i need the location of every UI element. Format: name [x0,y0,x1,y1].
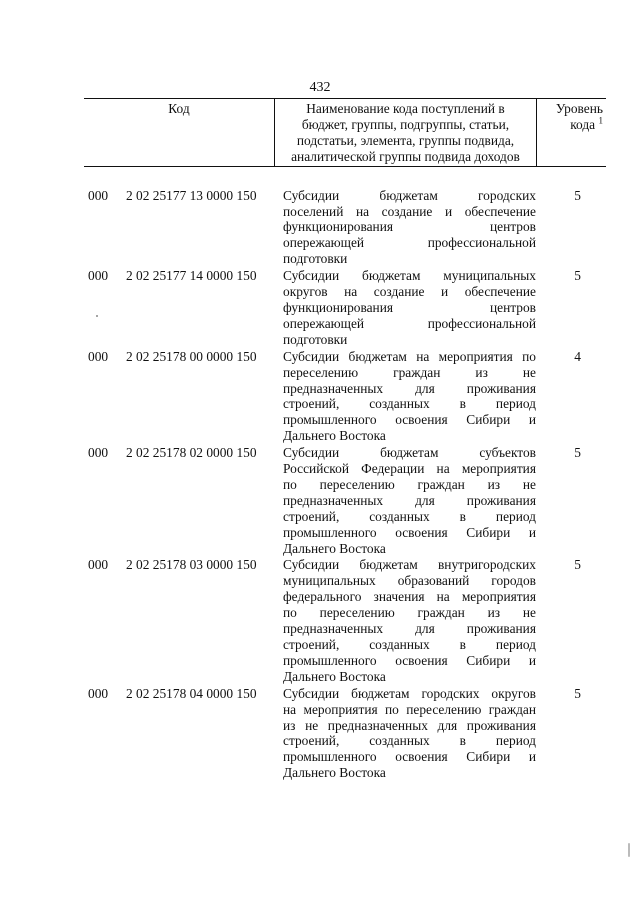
name-line: по переселению граждан из не [283,605,536,621]
name-line: муниципальных образований городов [283,573,536,589]
level-cell: 5 [574,268,581,284]
name-line: функционирования центров [283,299,536,315]
name-line: по переселению граждан из не [283,476,536,492]
revenue-name-cell [274,557,536,684]
revenue-name-cell [274,349,536,444]
name-line: Субсидии бюджетам субъектов [283,445,536,461]
name-line: Дальнего Востока [283,428,386,444]
level-cell: 5 [574,187,581,203]
header-level-line1: Уровень [555,101,603,116]
header-level [537,99,606,166]
revenue-code-cell: 2 02 25178 00 0000 150 [126,348,257,364]
name-line: предназначенных для проживания [283,621,536,637]
name-line: Субсидии бюджетам городских округов [283,685,536,701]
name-line: Субсидии бюджетам на мероприятия по [283,348,536,364]
header-name [274,99,537,166]
header-level-line2 [537,117,603,133]
admin-code-cell: 000 [88,187,109,203]
revenue-code-cell: 2 02 25177 14 0000 150 [126,268,257,284]
table-row [84,686,606,781]
name-line: на мероприятия по переселению граждан [283,701,536,717]
name-line: Дальнего Востока [283,540,386,556]
revenue-name-cell [274,268,536,348]
table-row [84,188,606,268]
header-name-line: бюджет, группы, подгруппы, статьи, [301,116,510,132]
table-row [84,349,606,444]
name-line: промышленного освоения Сибири и [283,749,536,765]
name-line: Дальнего Востока [283,668,386,684]
name-line: федерального значения на мероприятия [283,589,536,605]
table-row [84,557,606,684]
level-cell: 5 [574,557,581,573]
name-line: строений, созданных в период [283,733,536,749]
scan-speck [96,315,98,317]
table-row [84,268,606,348]
name-line: строений, созданных в период [283,396,536,412]
header-name-line: аналитической группы подвида доходов [291,148,520,164]
level-cell: 5 [574,685,581,701]
header-level-text: кода [570,116,596,132]
admin-code-cell: 000 [88,557,109,573]
name-line: подготовки [283,331,348,347]
name-line: Субсидии бюджетам внутригородских [283,557,536,573]
footnote-marker: 1 [598,115,603,126]
table-header [84,98,606,167]
name-line: Дальнего Востока [283,765,386,781]
revenue-name-cell [274,188,536,268]
name-line: опережающей профессиональной [283,315,536,331]
level-cell: 5 [574,445,581,461]
name-line: опережающей профессиональной [283,235,536,251]
name-line: округов на создание и обеспечение [283,284,536,300]
name-line: Субсидии бюджетам муниципальных [283,268,536,284]
name-line: Субсидии бюджетам городских [283,187,536,203]
name-line: предназначенных для проживания [283,380,536,396]
name-line: промышленного освоения Сибири и [283,652,536,668]
name-line: подготовки [283,251,348,267]
admin-code-cell: 000 [88,685,109,701]
name-line: переселению граждан из не [283,364,536,380]
header-code: Код [168,101,190,116]
name-line: поселений на создание и обеспечение [283,203,536,219]
revenue-name-cell [274,445,536,556]
header-name-line: подстатьи, элемента, группы подвида, [296,132,515,148]
name-line: Российской Федерации на мероприятия [283,461,536,477]
revenue-code-cell: 2 02 25177 13 0000 150 [126,187,257,203]
revenue-code-cell: 2 02 25178 03 0000 150 [126,557,257,573]
name-line: функционирования центров [283,219,536,235]
name-line: из не предназначенных для проживания [283,717,536,733]
header-name-line: Наименование кода поступлений в [306,101,505,116]
admin-code-cell: 000 [88,268,109,284]
table-row [84,445,606,556]
name-line: строений, созданных в период [283,637,536,652]
revenue-code-cell: 2 02 25178 02 0000 150 [126,445,257,461]
level-cell: 4 [574,348,581,364]
table-body [84,188,606,782]
name-line: строений, созданных в период [283,508,536,524]
name-line: промышленного освоения Сибири и [283,412,536,428]
name-line: предназначенных для проживания [283,492,536,508]
admin-code-cell: 000 [88,348,109,364]
revenue-code-cell: 2 02 25178 04 0000 150 [126,685,257,701]
revenue-codes-table [84,98,606,782]
page-number: 432 [309,80,331,95]
name-line: промышленного освоения Сибири и [283,524,536,540]
scan-edge-mark [628,843,630,857]
admin-code-cell: 000 [88,445,109,461]
revenue-name-cell [274,686,536,781]
